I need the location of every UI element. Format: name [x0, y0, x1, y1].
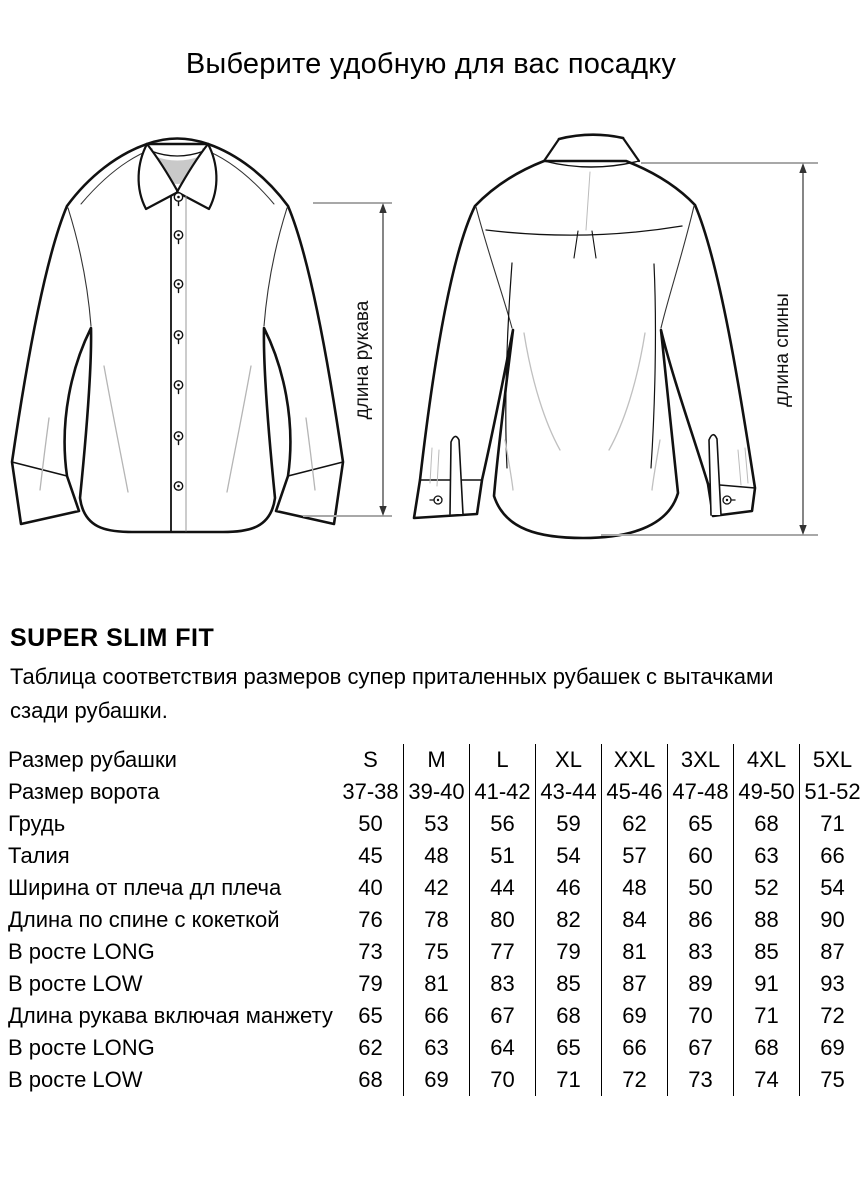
- size-value: 48: [404, 840, 470, 872]
- size-value: 93: [800, 968, 862, 1000]
- size-value: 69: [602, 1000, 668, 1032]
- size-value: 5XL: [800, 744, 862, 776]
- size-value: 83: [470, 968, 536, 1000]
- front-shirt-illustration: [12, 139, 343, 533]
- size-value: 64: [470, 1032, 536, 1064]
- size-value: 67: [470, 1000, 536, 1032]
- page-title: Выберите удобную для вас посадку: [185, 48, 677, 80]
- size-value: L: [470, 744, 536, 776]
- row-label: Ширина от плеча дл плеча: [8, 875, 282, 900]
- shirt-diagram: [0, 118, 862, 598]
- size-value: 68: [734, 808, 800, 840]
- size-value: 65: [358, 1003, 383, 1028]
- size-value: 73: [668, 1064, 734, 1096]
- size-value: 45: [358, 843, 383, 868]
- size-value: 69: [404, 1064, 470, 1096]
- size-value: 57: [602, 840, 668, 872]
- arrow-down-icon: [379, 506, 386, 516]
- row-label: В росте LOW: [8, 971, 143, 996]
- size-value: 37-38: [342, 779, 399, 804]
- size-value: 50: [358, 811, 383, 836]
- size-value: 49-50: [734, 776, 800, 808]
- arrow-down-icon: [799, 525, 806, 535]
- size-value: 52: [734, 872, 800, 904]
- row-label: Размер рубашки: [8, 747, 177, 772]
- size-value: 91: [734, 968, 800, 1000]
- size-value: 50: [668, 872, 734, 904]
- size-value: 68: [734, 1032, 800, 1064]
- size-value: 72: [800, 1000, 862, 1032]
- table-row: [8, 904, 862, 936]
- size-value: 68: [358, 1067, 383, 1092]
- size-value: 45-46: [602, 776, 668, 808]
- size-value: 88: [734, 904, 800, 936]
- size-value: 48: [602, 872, 668, 904]
- size-value: 53: [404, 808, 470, 840]
- size-value: 78: [404, 904, 470, 936]
- size-value: 3XL: [668, 744, 734, 776]
- size-value: 51-52: [800, 776, 862, 808]
- table-row: [8, 840, 862, 872]
- size-value: 63: [404, 1032, 470, 1064]
- size-value: 4XL: [734, 744, 800, 776]
- section-description: Таблица соответствия размеров супер приталенных рубашек с вытачками сзади рубашки.: [10, 664, 774, 723]
- table-row: [8, 936, 862, 968]
- size-value: 70: [470, 1064, 536, 1096]
- size-value: 39-40: [404, 776, 470, 808]
- arrow-up-icon: [379, 203, 386, 213]
- table-row: [8, 1032, 862, 1064]
- size-value: 63: [734, 840, 800, 872]
- size-value: 75: [404, 936, 470, 968]
- size-value: 86: [668, 904, 734, 936]
- table-row: [8, 872, 862, 904]
- table-row: [8, 808, 862, 840]
- size-value: 72: [602, 1064, 668, 1096]
- size-value: 66: [404, 1000, 470, 1032]
- size-value: 40: [358, 875, 383, 900]
- back-length-label: длина спины: [772, 293, 793, 407]
- table-row: [8, 776, 862, 808]
- size-value: 85: [734, 936, 800, 968]
- size-value: 81: [404, 968, 470, 1000]
- size-value: 65: [536, 1032, 602, 1064]
- table-row: [8, 968, 862, 1000]
- size-value: 70: [668, 1000, 734, 1032]
- size-value: 76: [358, 907, 383, 932]
- arrow-up-icon: [799, 163, 806, 173]
- size-value: 66: [602, 1032, 668, 1064]
- size-value: 66: [800, 840, 862, 872]
- size-value: 77: [470, 936, 536, 968]
- size-value: 68: [536, 1000, 602, 1032]
- row-label: Талия: [8, 843, 70, 868]
- size-value: 43-44: [536, 776, 602, 808]
- size-table: [8, 744, 862, 1096]
- size-value: 59: [536, 808, 602, 840]
- size-value: 83: [668, 936, 734, 968]
- size-value: M: [404, 744, 470, 776]
- size-value: 79: [358, 971, 383, 996]
- table-row: [8, 1000, 862, 1032]
- size-value: 82: [536, 904, 602, 936]
- size-value: 71: [734, 1000, 800, 1032]
- row-label: Грудь: [8, 811, 66, 836]
- size-table-body: [8, 744, 862, 1096]
- size-value: 75: [800, 1064, 862, 1096]
- size-value: 56: [470, 808, 536, 840]
- row-label: В росте LOW: [8, 1067, 143, 1092]
- back-shirt-illustration: [414, 135, 755, 538]
- size-value: 65: [668, 808, 734, 840]
- row-label: Размер ворота: [8, 779, 160, 804]
- size-value: 74: [734, 1064, 800, 1096]
- row-label: В росте LONG: [8, 1035, 155, 1060]
- size-value: 87: [602, 968, 668, 1000]
- size-value: 71: [536, 1064, 602, 1096]
- section-heading: SUPER SLIM FIT: [10, 624, 215, 652]
- size-value: 80: [470, 904, 536, 936]
- size-value: 62: [358, 1035, 383, 1060]
- table-row: [8, 1064, 862, 1096]
- size-value: 87: [800, 936, 862, 968]
- sleeve-length-label: длина рукава: [352, 300, 373, 420]
- size-value: 51: [470, 840, 536, 872]
- size-value: XL: [536, 744, 602, 776]
- table-row: [8, 744, 862, 776]
- size-value: 79: [536, 936, 602, 968]
- size-value: 69: [800, 1032, 862, 1064]
- size-value: 89: [668, 968, 734, 1000]
- size-value: 81: [602, 936, 668, 968]
- size-value: 54: [800, 872, 862, 904]
- size-value: 60: [668, 840, 734, 872]
- size-value: 67: [668, 1032, 734, 1064]
- size-value: 41-42: [470, 776, 536, 808]
- size-value: 47-48: [668, 776, 734, 808]
- size-value: 42: [404, 872, 470, 904]
- size-value: 44: [470, 872, 536, 904]
- size-value: 90: [800, 904, 862, 936]
- row-label: Длина по спине с кокеткой: [8, 907, 280, 932]
- size-value: 54: [536, 840, 602, 872]
- size-value: 71: [800, 808, 862, 840]
- size-value: 85: [536, 968, 602, 1000]
- size-value: 62: [602, 808, 668, 840]
- row-label: В росте LONG: [8, 939, 155, 964]
- size-value: 46: [536, 872, 602, 904]
- size-value: 84: [602, 904, 668, 936]
- size-value: 73: [358, 939, 383, 964]
- size-value: S: [363, 747, 378, 772]
- size-value: XXL: [602, 744, 668, 776]
- row-label: Длина рукава включая манжету: [8, 1003, 333, 1028]
